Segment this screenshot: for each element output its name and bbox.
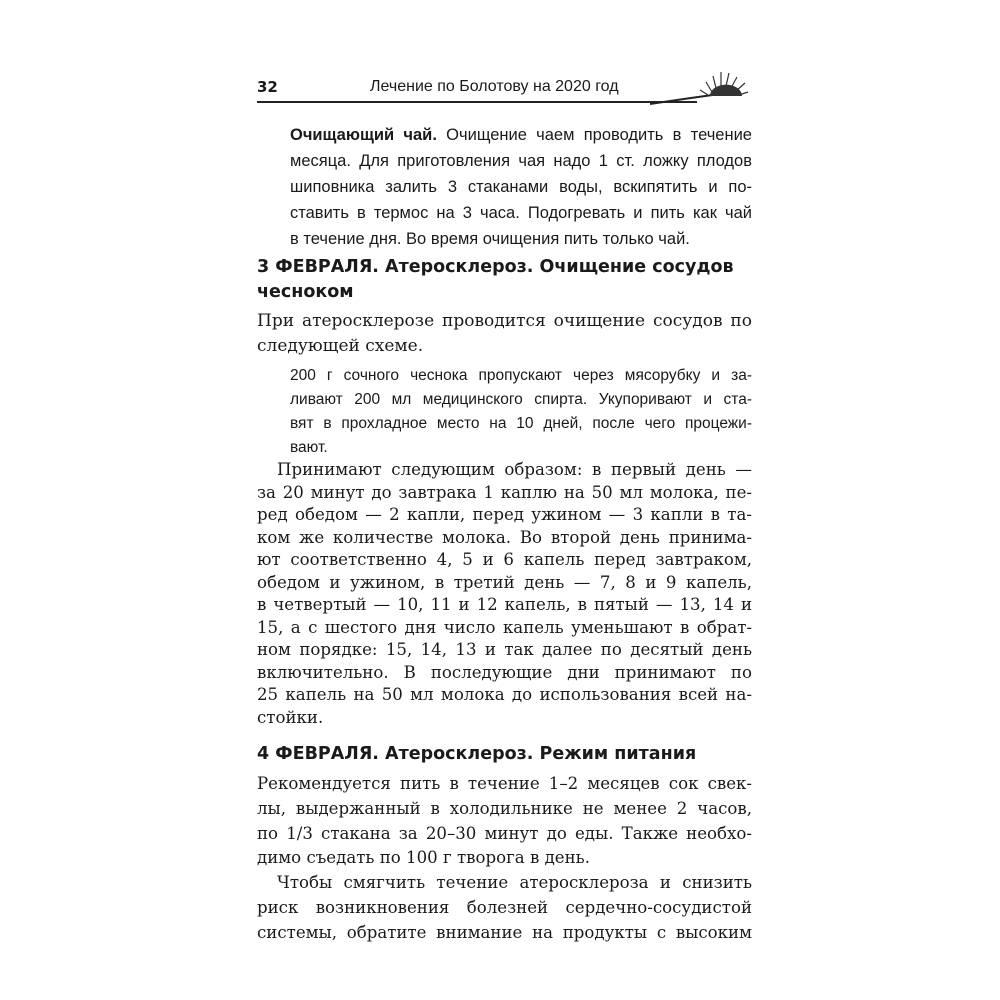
- recipe-paragraph: [290, 364, 752, 460]
- text-line: димо съедать по 100 г творога в день.: [257, 848, 590, 868]
- text-line: по 1/3 стакана за 20–30 минут до еды. Также необхо-: [257, 823, 752, 843]
- text-line: 15, а с шестого дня число капель уменьшают в обрат-: [257, 617, 752, 637]
- text-line: ред обедом — 2 капли, перед ужином — 3 капли в та-: [257, 505, 752, 524]
- text-line: При атеросклерозе проводится очищение сосудов по: [257, 311, 752, 331]
- text-line: в четвертый — 10, 11 и 12 капель, в пятый — 13, 14 и: [257, 595, 752, 614]
- page-number: 32: [257, 78, 278, 96]
- text-line: Очищение чаем проводить в течение: [436, 126, 752, 144]
- text-line: ют соответственно 4, 5 и 6 капель перед завтраком,: [257, 550, 752, 569]
- text-line: риск возникновения болезней сердечно-сосудистой: [257, 897, 752, 917]
- text-line: ливают 200 мл медицинского спирта. Укупоривают и ста-: [290, 391, 752, 408]
- text-line: вают.: [290, 439, 328, 456]
- text-line: вят в прохладное место на 10 дней, после чего процежи-: [290, 415, 752, 432]
- text-line: за 20 минут до завтрака 1 каплю на 50 мл молока, пе-: [257, 482, 752, 502]
- text-line: Рекомендуется пить в течение 1–2 месяцев сок свек-: [257, 774, 752, 793]
- text-line: следующей схеме.: [257, 336, 424, 356]
- text-line: 200 г сочного чеснока пропускают через мясорубку и за-: [290, 367, 752, 384]
- header-rule: [257, 101, 697, 103]
- text-line: системы, обратите внимание на продукты с высоким: [257, 922, 752, 942]
- dosage-paragraph: [257, 459, 752, 729]
- text-line: 25 капель на 50 мл молока до использования всей на-: [257, 685, 752, 704]
- text-line: лы, выдержанный в холодильнике не менее 2 часов,: [257, 798, 752, 818]
- text-line: обедом и ужином, в третий день — 7, 8 и 9 капель,: [257, 572, 752, 592]
- text-line: в течение дня. Во время очищения пить только чай.: [290, 230, 690, 248]
- tea-paragraph: [290, 122, 752, 252]
- section-heading-feb4: [257, 742, 752, 767]
- text-line: ном порядке: 15, 14, 13 и так далее по десятый день: [257, 640, 752, 659]
- text-line: включительно. В последующие дни принимают по: [257, 662, 752, 682]
- intro-paragraph: [257, 309, 752, 359]
- sunflower-ornament-icon: [650, 68, 750, 118]
- section-heading-feb3: [257, 255, 752, 305]
- text-line: стойки.: [257, 707, 324, 727]
- text-line: ком же количестве молока. Во второй день принима-: [257, 527, 752, 547]
- running-title: Лечение по Болотову на 2020 год: [370, 78, 619, 95]
- heading-line: 4 ФЕВРАЛЯ. Атеросклероз. Режим питания: [257, 744, 697, 764]
- heading-line: чесноком: [257, 282, 354, 302]
- text-line: месяца. Для приготовления чая надо 1 ст. ложку плодов: [290, 152, 752, 170]
- diet-paragraph: [257, 772, 752, 946]
- text-line: шиповника залить 3 стаканами воды, вскипятить и по-: [290, 178, 752, 196]
- text-line: ставить в термос на 3 часа. Подогревать и пить как чай: [290, 204, 752, 222]
- text-line: Принимают следующим образом: в первый день —: [277, 460, 752, 479]
- text-line: Чтобы смягчить течение атеросклероза и снизить: [277, 873, 752, 893]
- heading-line: 3 ФЕВРАЛЯ. Атеросклероз. Очищение сосудов: [257, 257, 734, 277]
- tea-title: Очищающий чай.: [290, 126, 437, 144]
